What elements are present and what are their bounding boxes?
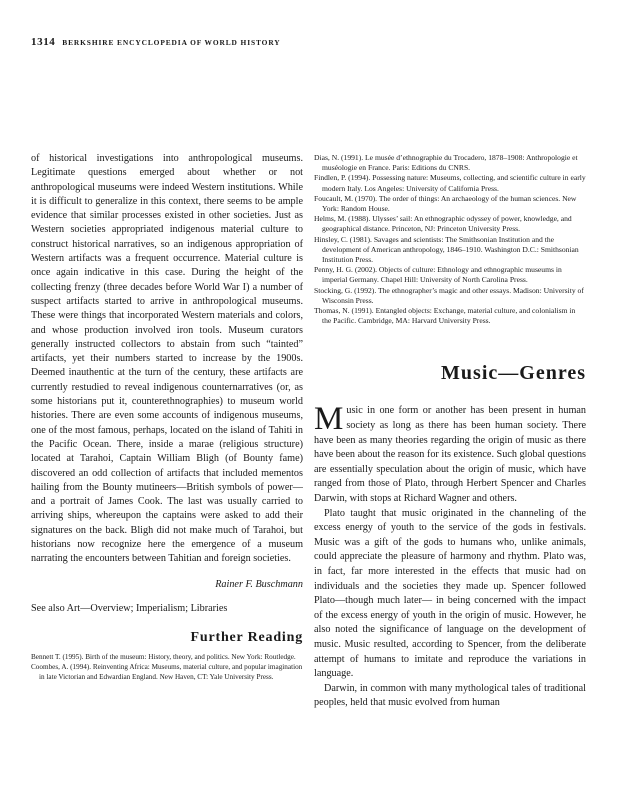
reference-entry: Findlen, P. (1994). Possessing nature: Museums, collecting, and scientific culture in early modern Italy. Los Angeles: University of California Press. [314, 173, 586, 193]
article-author: Rainer F. Buschmann [215, 578, 303, 590]
bibliography-list [314, 153, 586, 326]
reference-entry: Helms, M. (1988). Ulysses’ sail: An ethnographic odyssey of power, knowledge, and geographical distance. Princeton, NJ: Princeton University Press. [314, 214, 572, 234]
reference-entry: Hinsley, C. (1981). Savages and scientists: The Smithsonian Institution and the development of American anthropology, 1846–1910. Washington D.C.: Smithsonian Institution Press. [314, 234, 579, 265]
first-paragraph [314, 401, 586, 506]
see-also-line: See also Art—Overview; Imperialism; Libraries [31, 602, 228, 614]
further-reading-list [31, 652, 303, 682]
article-body [314, 401, 586, 710]
further-reading-heading: Further Reading [190, 630, 303, 646]
reference-entry: Foucault, M. (1970). The order of things: An archaeology of the human sciences. New York: Random House. [314, 193, 577, 214]
body-paragraph: Plato taught that music originated in the channeling of the excess energy of youth to the service of the gods in festivals. Music was a gift of the gods to humans who, unlike animals, could appreciate the pleasure of harmony and rhythm. Plato was, in fact, far more interested in the effects that music had on individuals and the societies they made up. Spencer followed Plato—though much later— in being concerned with the impact of the excess energy of youth in the origin of music. However, he also noted the significance of language on the development of music. Music resulted, according to Spencer, from the deliberate attempt of humans to imitate and reproduce the variations in language. [314, 507, 586, 680]
running-head [31, 36, 281, 48]
left-column [31, 152, 303, 682]
reference-entry: Thomas, N. (1991). Entangled objects: Exchange, material culture, and colonialism in the Pacific. Cambridge, MA: Harvard University Press. [314, 306, 576, 326]
reference-entry: Coombes, A. (1994). Reinventing Africa: Museums, material culture, and popular imagination in late Victorian and Edwardian England. New Haven, CT: Yale University Press. [31, 662, 303, 681]
reference-entry: Penny, H. G. (2002). Objects of culture: Ethnology and ethnographic museums in imperial Germany. Chapel Hill: University of North Carolina Press. [314, 265, 562, 285]
reference-entry: Bennett T. (1995). Birth of the museum: History, theory, and politics. New York: Routledge. [31, 652, 296, 661]
reference-entry: Stocking, G. (1992). The ethnographer’s magic and other essays. Madison: University of Wisconsin Press. [314, 285, 584, 305]
right-column [314, 153, 586, 711]
page-number: 1314 [31, 36, 56, 48]
body-paragraph: Darwin, in common with many mythological tales of traditional peoples, held that music evolved from human [314, 682, 586, 709]
first-paragraph-text: usic in one form or another has been present in human society as long as there has been human society. There have been as many theories regarding the origin of music as there have been about the reason for its existence. Such global questions are essentially speculation about the origin of music, which have ranged from those of Plato, through Herbert Spencer and Charles Darwin, with stops at Richard Wagner and others. [314, 405, 586, 505]
body-paragraph: of historical investigations into anthropological museums. Legitimate questions emerged about whether or not anthropological museums were indeed Western institutions. While it is difficult to generalize in this context, there seems to be ample evidence that similar processes existed in other societies. Just as Western societies appropriated indigenous material culture to construct historical narratives, so an indigenous appropriation of Western artifacts was a frequent occurrence. Material culture is once again indicative in this case. During the height of the collecting frenzy (three decades before World War I) a number of suspect artifacts started to arrive in anthropological museums. These were things that incorporated Western materials and colors, and whose production involved iron tools. Museum curators generally instructed collectors to abstain from such “tainted” artifacts, yet their numbers started to increase by the 1900s. Deemed inauthentic at the turn of the century, these artifacts are currently restudied to reveal indigenous counternarratives (or, as some historians put it, counterethnographies) to museum world histories. There are even some accounts of indigenous museums, one of the most famous, perhaps, located on the island of Tahiti in the Pacific Ocean. There, inside a marae (religious structure) located at Tarahoi, Captain William Bligh (of Bounty fame) discovered an odd collection of artifacts that included mementos hailing from the Bounty mutineers—British symbols of power—and a portrait of James Cook. The last was usually carried to arriving ships, whereupon the captains were asked to add their signatures on the back. Bligh did not make much of Tarahoi, but historians now recognize here the emergence of a museum narrating the encounters between Tahitian and foreign societies. [31, 153, 303, 565]
drop-cap: M [314, 401, 344, 438]
reference-entry: Dias, N. (1991). Le musée d’ethnographie du Trocadero, 1878–1908: Anthropologie et muséologie en France. Paris: Editions du CNRS. [314, 153, 578, 173]
article-title: Music—Genres [441, 362, 586, 385]
running-title: BERKSHIRE ENCYCLOPEDIA OF WORLD HISTORY [62, 38, 281, 47]
